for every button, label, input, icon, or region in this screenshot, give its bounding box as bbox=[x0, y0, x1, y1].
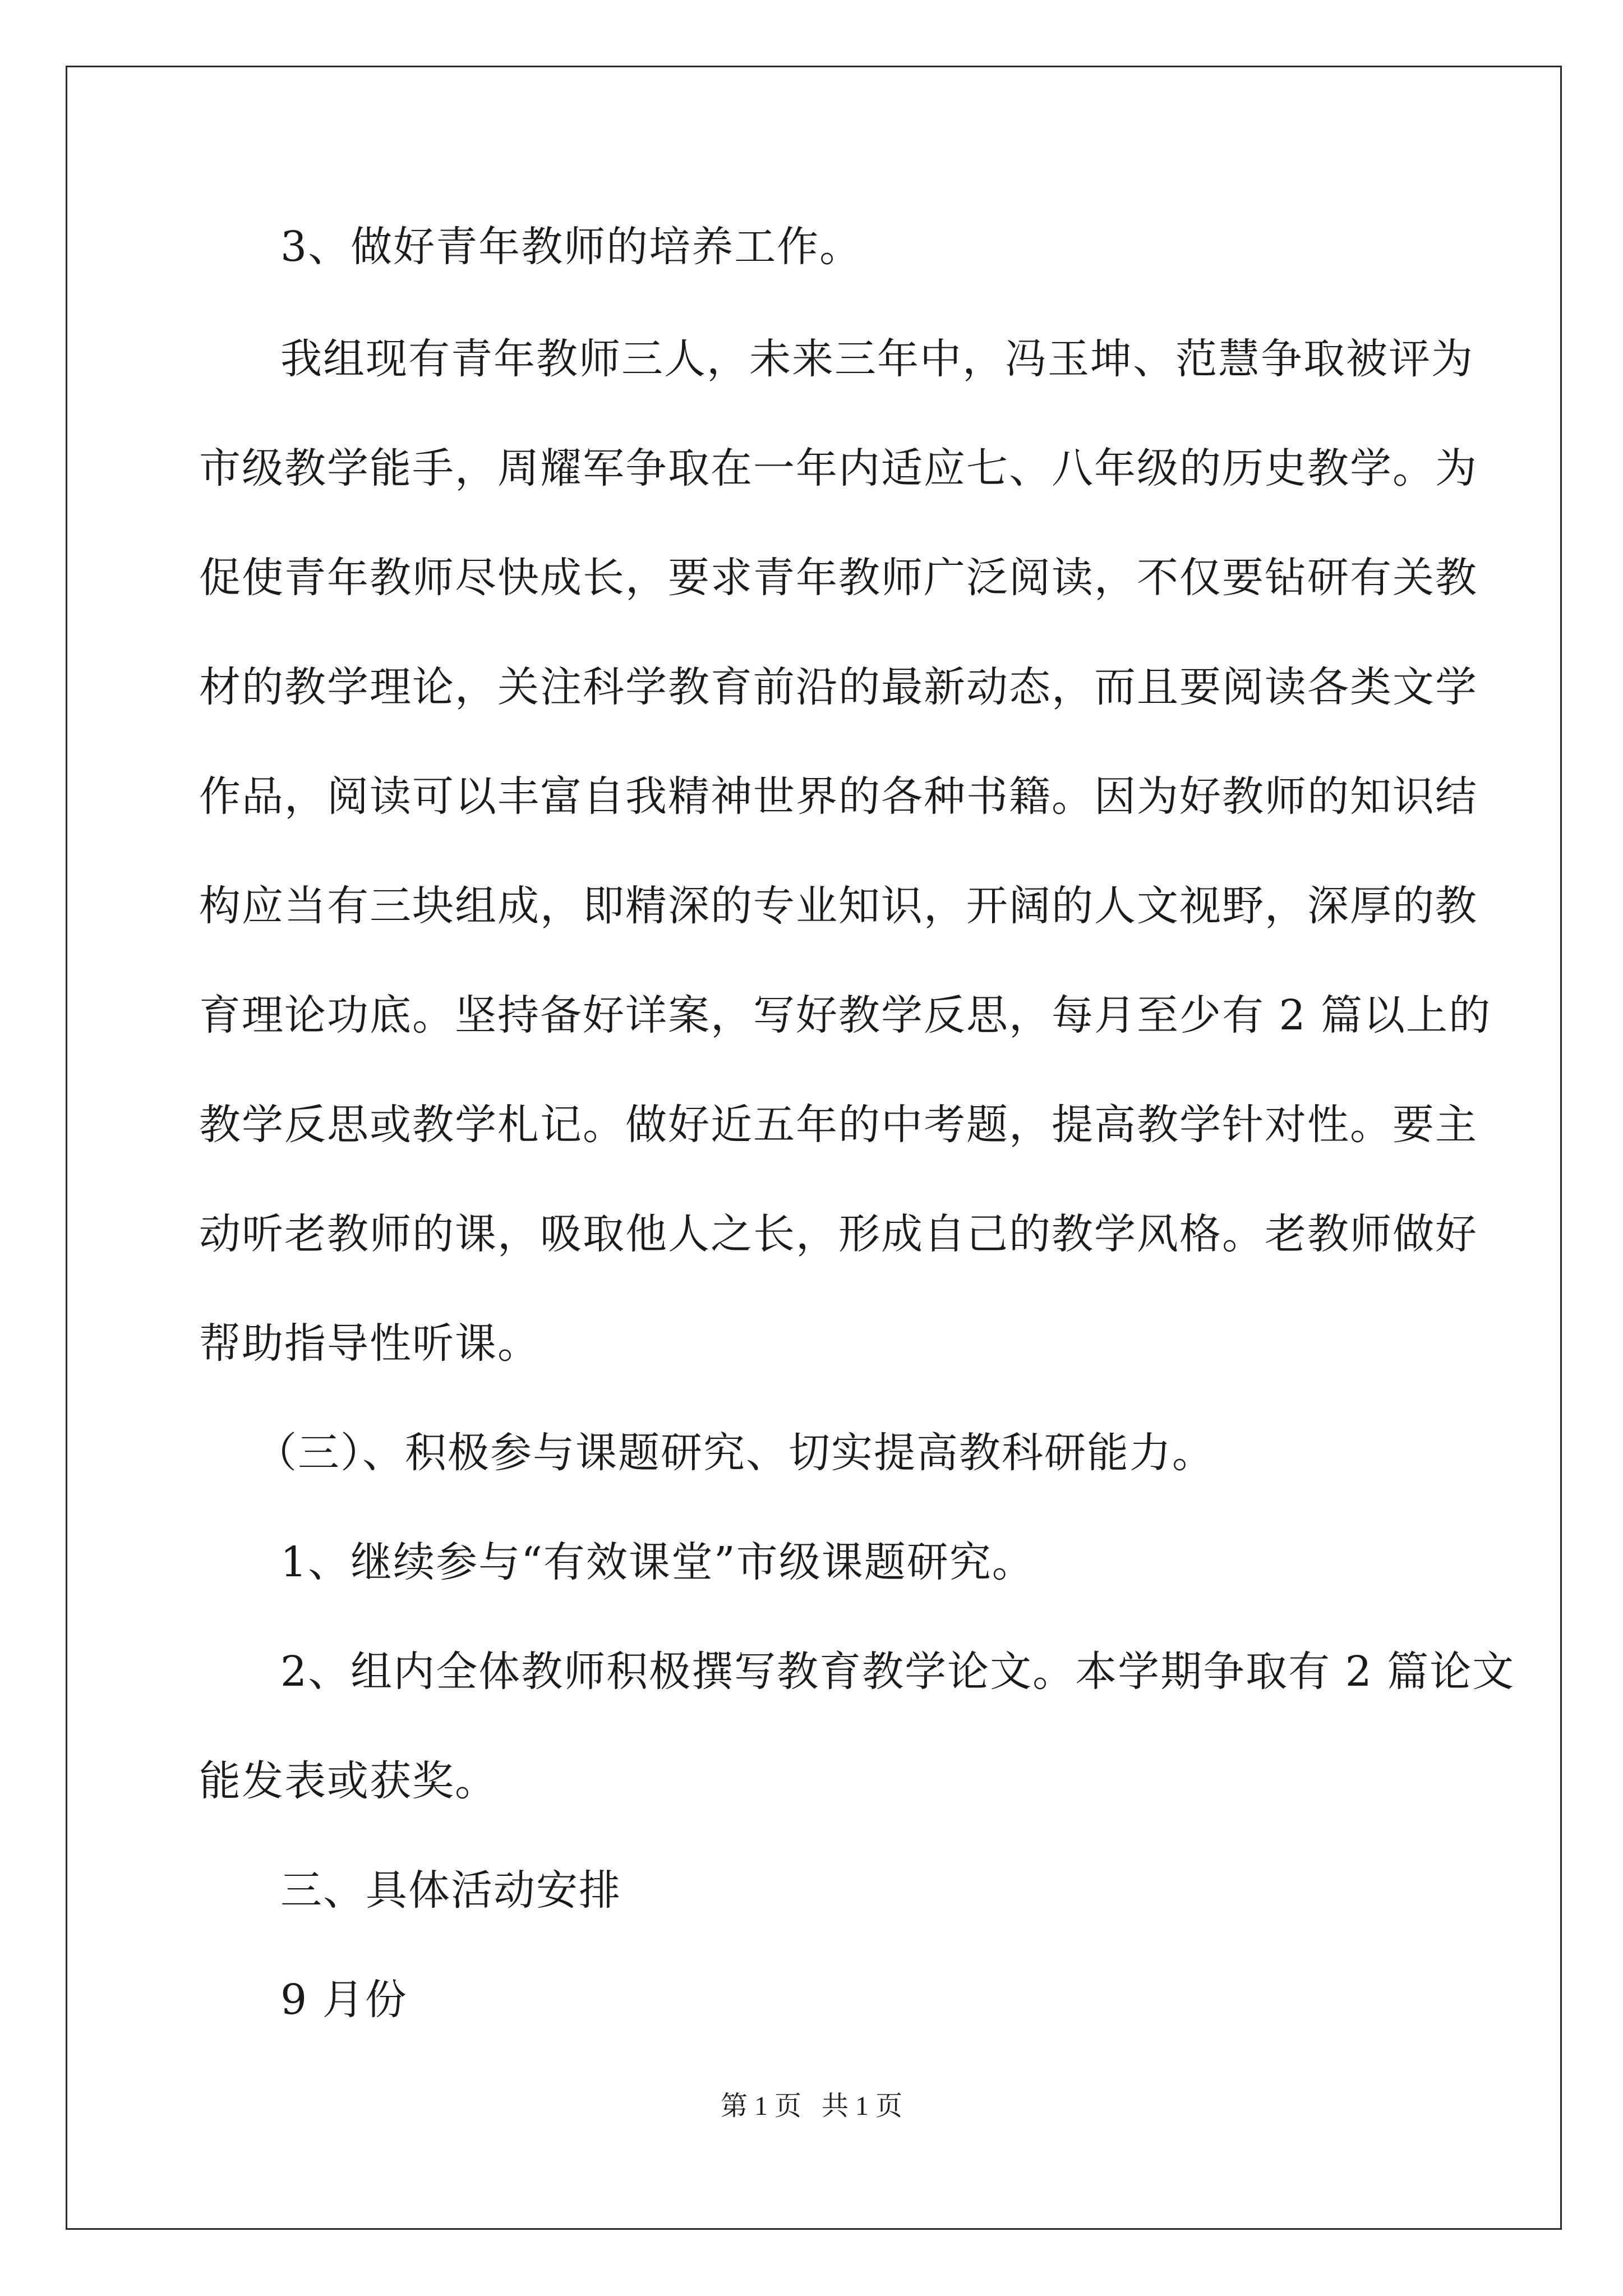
paragraph-line: 9 月份 bbox=[280, 1976, 408, 2024]
paragraph-line: 市级教学能手，周耀军争取在一年内适应七、八年级的历史教学。为 bbox=[199, 444, 1478, 493]
paragraph-line: 材的教学理论，关注科学教育前沿的最新动态，而且要阅读各类文学 bbox=[199, 663, 1478, 711]
paragraph-line: 教学反思或教学札记。做好近五年的中考题，提高教学针对性。要主 bbox=[199, 1101, 1478, 1149]
paragraph-line: 1、继续参与“有效课堂”市级课题研究。 bbox=[280, 1538, 1035, 1586]
paragraph-line: 2、组内全体教师积极撰写教育教学论文。本学期争取有 2 篇论文 bbox=[280, 1648, 1515, 1696]
paragraph-line: 构应当有三块组成，即精深的专业知识，开阔的人文视野，深厚的教 bbox=[199, 882, 1478, 930]
section-heading: 三、具体活动安排 bbox=[280, 1866, 621, 1915]
paragraph-line: 我组现有青年教师三人，未来三年中，冯玉坤、范慧争取被评为 bbox=[280, 335, 1474, 383]
section-heading: （三）、积极参与课题研究、切实提高教科研能力。 bbox=[255, 1429, 1215, 1477]
paragraph-line: 帮助指导性听课。 bbox=[199, 1319, 540, 1368]
paragraph-line: 3、做好青年教师的培养工作。 bbox=[280, 223, 863, 271]
paragraph-line: 育理论功底。坚持备好详案，写好教学反思，每月至少有 2 篇以上的 bbox=[199, 991, 1492, 1039]
paragraph-line: 动听老教师的课，吸取他人之长，形成自己的教学风格。老教师做好 bbox=[199, 1210, 1478, 1258]
page-number-footer: 第 1 页 共 1 页 bbox=[720, 2091, 902, 2121]
paragraph-line: 促使青年教师尽快成长，要求青年教师广泛阅读，不仅要钻研有关教 bbox=[199, 554, 1478, 602]
paragraph-line: 能发表或获奖。 bbox=[199, 1757, 497, 1805]
paragraph-line: 作品，阅读可以丰富自我精神世界的各种书籍。因为好教师的知识结 bbox=[199, 772, 1478, 821]
